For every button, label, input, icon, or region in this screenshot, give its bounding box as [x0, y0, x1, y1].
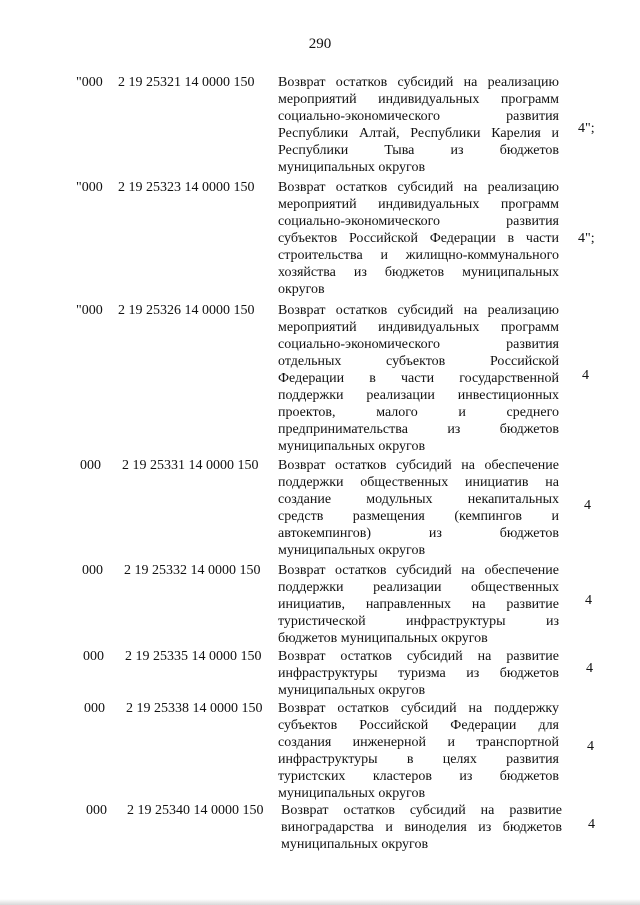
description-line: средств размещения (кемпингов и	[278, 509, 559, 524]
description-line: Возврат остатков субсидий на реализацию	[278, 180, 559, 195]
description-line: социально-экономического развития	[278, 109, 559, 124]
budget-classification-code: 2 19 25323 14 0000 150	[118, 180, 255, 195]
description-line: создание модульных некапитальных	[278, 492, 559, 507]
description-line: Возврат остатков субсидий на реализацию	[278, 75, 559, 90]
budget-classification-code: 2 19 25321 14 0000 150	[118, 75, 255, 90]
description-line: виноградарства и виноделия из бюджетов	[281, 820, 562, 835]
description-line: Возврат остатков субсидий на реализацию	[278, 303, 559, 318]
row-value: 4	[585, 593, 592, 608]
row-description	[281, 802, 562, 853]
description-line: муниципальных округов	[278, 683, 426, 698]
row-prefix: 000	[80, 458, 101, 473]
description-line: Возврат остатков субсидий на обеспечение	[278, 458, 559, 473]
description-line: социально-экономического развития	[278, 337, 559, 352]
description-line: бюджетов муниципальных округов	[278, 631, 488, 646]
description-line: предпринимательства из бюджетов	[278, 422, 559, 437]
row-prefix: "000	[76, 75, 103, 90]
description-line: отдельных субъектов Российской	[278, 354, 559, 369]
description-line: туристских кластеров из бюджетов	[278, 769, 559, 784]
description-line: мероприятий индивидуальных программ	[278, 92, 559, 107]
row-prefix: "000	[76, 180, 103, 195]
description-line: строительства и жилищно-коммунального	[278, 248, 559, 263]
budget-classification-code: 2 19 25331 14 0000 150	[122, 458, 259, 473]
row-value: 4	[587, 739, 594, 754]
description-line: автокемпингов) из бюджетов	[278, 526, 559, 541]
row-prefix: 000	[83, 649, 104, 664]
description-line: субъектов Российской Федерации в части	[278, 231, 559, 246]
budget-classification-code: 2 19 25326 14 0000 150	[118, 303, 255, 318]
description-line: муниципальных округов	[278, 160, 426, 175]
description-line: Возврат остатков субсидий на развитие	[278, 649, 559, 664]
row-description	[278, 562, 559, 647]
description-line: мероприятий индивидуальных программ	[278, 320, 559, 335]
description-line: муниципальных округов	[281, 837, 429, 852]
row-description	[278, 179, 559, 298]
description-line: Республики Алтай, Республики Карелия и	[278, 126, 559, 141]
row-description	[278, 302, 559, 455]
row-prefix: 000	[86, 803, 107, 818]
row-description	[278, 74, 559, 176]
description-line: проектов, малого и среднего	[278, 405, 559, 420]
description-line: субъектов Российской Федерации для	[278, 718, 559, 733]
description-line: Возврат остатков субсидий на развитие	[281, 803, 562, 818]
description-line: поддержки реализации инвестиционных	[278, 388, 559, 403]
description-line: поддержки общественных инициатив на	[278, 475, 559, 490]
budget-classification-code: 2 19 25340 14 0000 150	[127, 803, 264, 818]
budget-classification-code: 2 19 25335 14 0000 150	[125, 649, 262, 664]
row-prefix: 000	[82, 563, 103, 578]
description-line: поддержки реализации общественных	[278, 580, 559, 595]
row-value: 4	[586, 661, 593, 676]
page-number: 290	[308, 36, 332, 52]
description-line: социально-экономического развития	[278, 214, 559, 229]
row-prefix: 000	[84, 701, 105, 716]
row-prefix: "000	[76, 303, 103, 318]
description-line: инфраструктуры туризма из бюджетов	[278, 666, 559, 681]
description-line: хозяйства из бюджетов муниципальных	[278, 265, 559, 280]
description-line: Федерации в части государственной	[278, 371, 559, 386]
row-value: 4";	[578, 121, 595, 136]
description-line: туристической инфраструктуры из	[278, 614, 559, 629]
description-line: округов	[278, 282, 325, 297]
description-line: Возврат остатков субсидий на обеспечение	[278, 563, 559, 578]
description-line: муниципальных округов	[278, 786, 426, 801]
description-line: создания инженерной и транспортной	[278, 735, 559, 750]
description-line: Республики Тыва из бюджетов	[278, 143, 559, 158]
description-line: Возврат остатков субсидий на поддержку	[278, 701, 559, 716]
description-line: мероприятий индивидуальных программ	[278, 197, 559, 212]
row-description	[278, 700, 559, 802]
description-line: муниципальных округов	[278, 439, 426, 454]
description-line: муниципальных округов	[278, 543, 426, 558]
row-value: 4";	[578, 231, 595, 246]
budget-classification-code: 2 19 25332 14 0000 150	[124, 563, 261, 578]
row-value: 4	[584, 498, 591, 513]
scan-edge-shadow	[0, 899, 640, 905]
row-value: 4	[582, 368, 589, 383]
budget-classification-code: 2 19 25338 14 0000 150	[126, 701, 263, 716]
row-description	[278, 457, 559, 559]
description-line: инициатив, направленных на развитие	[278, 597, 559, 612]
row-value: 4	[588, 817, 595, 832]
row-description	[278, 648, 559, 699]
description-line: инфраструктуры в целях развития	[278, 752, 559, 767]
